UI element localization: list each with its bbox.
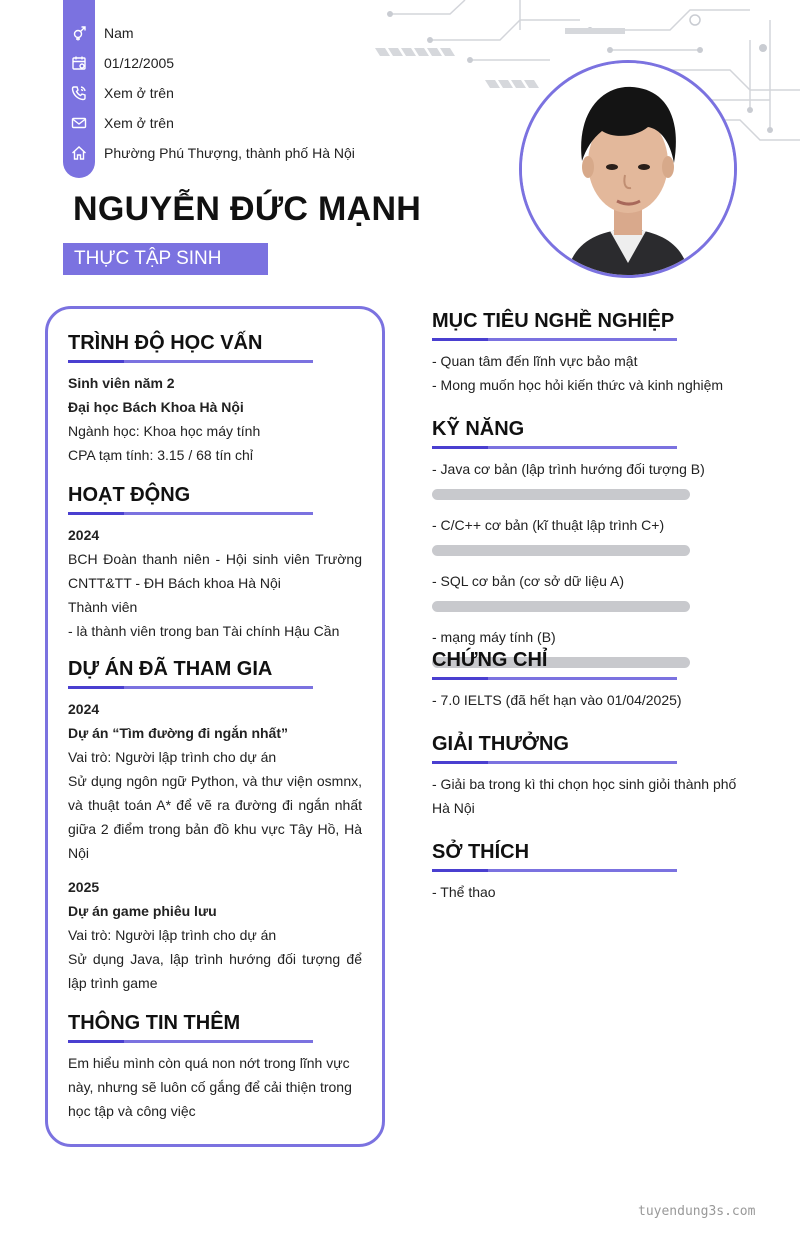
contact-gender-text: Nam <box>104 25 134 41</box>
contact-birthday <box>63 48 355 78</box>
profile-photo <box>519 60 737 278</box>
award-item: - Giải ba trong kì thi chọn học sinh giỏi thành phố Hà Nội <box>432 776 737 816</box>
project-name: Dự án “Tìm đường đi ngắn nhất” <box>68 725 288 741</box>
extra-info-section <box>68 1012 362 1123</box>
project-year: 2025 <box>68 879 100 895</box>
certificates-section <box>432 649 752 712</box>
section-title: TRÌNH ĐỘ HỌC VẤN <box>68 332 263 354</box>
section-title: THÔNG TIN THÊM <box>68 1012 241 1034</box>
section-title: DỰ ÁN ĐÃ THAM GIA <box>68 658 273 680</box>
section-underline <box>68 512 313 515</box>
hobbies-section <box>432 841 752 904</box>
project-role: Vai trò: Người lập trình cho dự án <box>68 749 277 765</box>
extra-info-text: Em hiểu mình còn quá non nớt trong lĩnh vực này, nhưng sẽ luôn cố gắng để cải thiện trong học tập và công việc <box>68 1055 352 1119</box>
section-underline <box>432 338 677 341</box>
skill-label: - mạng máy tính (B) <box>432 629 556 645</box>
education-section <box>68 332 362 467</box>
contact-address <box>63 138 355 168</box>
skill-label: - Java cơ bản (lập trình hướng đối tượng B) <box>432 461 705 477</box>
skill-bar <box>432 545 690 556</box>
certificate-item: - 7.0 IELTS (đã hết hạn vào 01/04/2025) <box>432 692 682 708</box>
activity-organization: BCH Đoàn thanh niên - Hội sinh viên Trường CNTT&TT - ĐH Bách khoa Hà Nội <box>68 551 362 591</box>
phone-icon <box>63 85 95 101</box>
activity-position: Thành viên <box>68 599 138 615</box>
skill-bar <box>432 489 690 500</box>
gender-icon <box>63 25 95 41</box>
project-role: Vai trò: Người lập trình cho dự án <box>68 927 277 943</box>
education-year: Sinh viên năm 2 <box>68 375 175 391</box>
section-title: KỸ NĂNG <box>432 418 525 440</box>
project-description: Sử dụng ngôn ngữ Python, và thư viện osmnx, và thuật toán A* để vẽ ra đường đi ngắn nhất giữa 2 điểm trong bản đồ khu vực Tây Hồ, Hà Nội <box>68 773 362 861</box>
contact-birthday-text: 01/12/2005 <box>104 55 175 71</box>
education-major: Ngành học: Khoa học máy tính <box>68 423 261 439</box>
career-objective-section <box>432 310 752 397</box>
contact-phone <box>63 78 355 108</box>
project-item <box>68 697 362 865</box>
objective-line: - Quan tâm đến lĩnh vực bảo mật <box>432 353 638 369</box>
section-title: GIẢI THƯỞNG <box>432 733 569 755</box>
contact-list <box>63 18 355 168</box>
section-underline <box>432 869 677 872</box>
section-underline <box>432 446 677 449</box>
candidate-name: NGUYỄN ĐỨC MẠNH <box>73 190 422 228</box>
job-title-badge: THỰC TẬP SINH <box>63 243 268 275</box>
objective-line: - Mong muốn học hỏi kiến thức và kinh nghiệm <box>432 377 724 393</box>
section-underline <box>432 677 677 680</box>
project-description: Sử dụng Java, lập trình hướng đối tượng để lập trình game <box>68 951 362 991</box>
education-school: Đại học Bách Khoa Hà Nội <box>68 399 244 415</box>
education-gpa: CPA tạm tính: 3.15 / 68 tín chỉ <box>68 447 253 463</box>
contact-email-text: Xem ở trên <box>104 115 174 131</box>
contact-email <box>63 108 355 138</box>
section-underline <box>68 1040 313 1043</box>
project-year: 2024 <box>68 701 100 717</box>
awards-section <box>432 733 752 820</box>
projects-section <box>68 658 362 995</box>
calendar-icon <box>63 55 95 71</box>
section-underline <box>68 360 313 363</box>
skills-section <box>432 418 752 681</box>
section-underline <box>432 761 677 764</box>
skill-bar <box>432 601 690 612</box>
hobby-item: - Thể thao <box>432 884 496 900</box>
section-title: HOẠT ĐỘNG <box>68 484 191 506</box>
skill-label: - C/C++ cơ bản (kĩ thuật lập trình C+) <box>432 517 665 533</box>
home-icon <box>63 145 95 161</box>
project-item <box>68 875 362 995</box>
watermark: tuyendung3s.com <box>638 1204 756 1219</box>
skill-label: - SQL cơ bản (cơ sở dữ liệu A) <box>432 573 625 589</box>
mail-icon <box>63 115 95 131</box>
activity-year: 2024 <box>68 527 100 543</box>
section-title: SỞ THÍCH <box>432 841 530 863</box>
section-underline <box>68 686 313 689</box>
activities-section <box>68 484 362 643</box>
activity-description: - là thành viên trong ban Tài chính Hậu Cần <box>68 623 340 639</box>
section-title: CHỨNG CHỈ <box>432 649 548 671</box>
project-name: Dự án game phiêu lưu <box>68 903 217 919</box>
section-title: MỤC TIÊU NGHỀ NGHIỆP <box>432 310 675 332</box>
contact-gender <box>63 18 355 48</box>
portrait-illustration <box>522 63 734 275</box>
contact-address-text: Phường Phú Thượng, thành phố Hà Nội <box>104 145 355 161</box>
contact-phone-text: Xem ở trên <box>104 85 174 101</box>
